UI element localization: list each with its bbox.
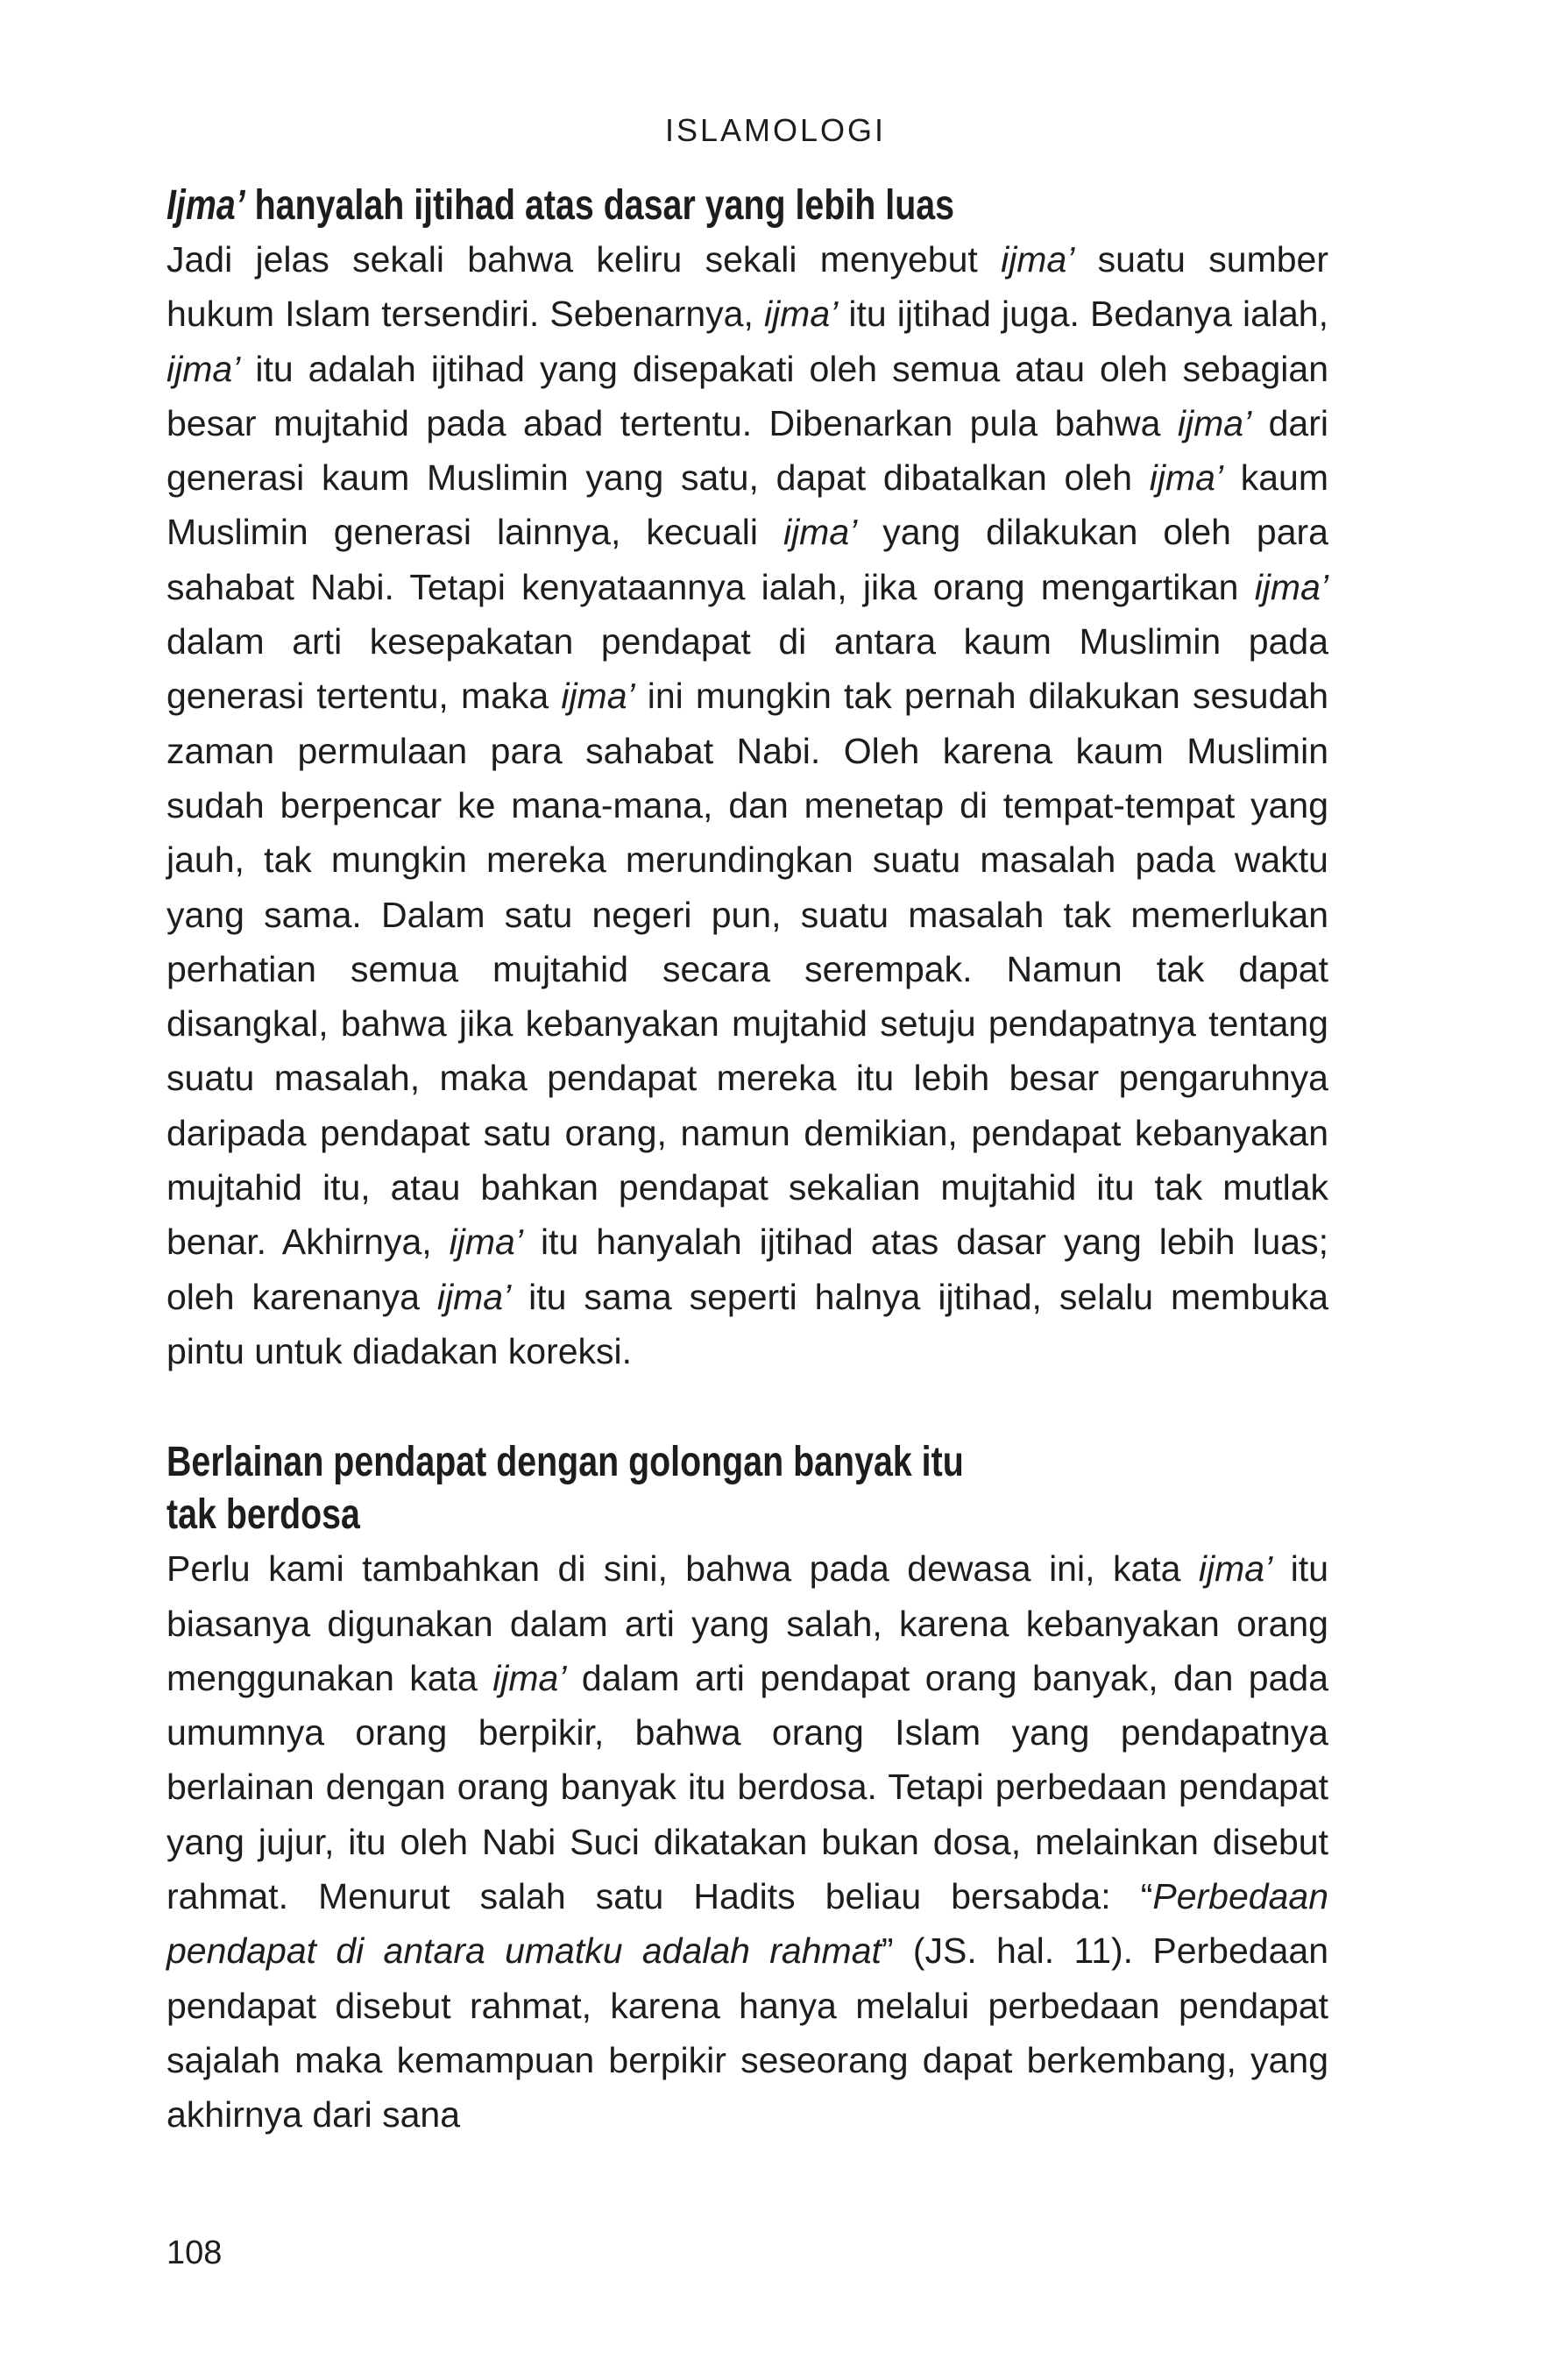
heading-italic-term: Ijma’ bbox=[166, 182, 245, 229]
page-body bbox=[166, 180, 1328, 2143]
section-berlainan-pendapat bbox=[166, 1436, 1328, 2142]
running-head: ISLAMOLOGI bbox=[664, 112, 887, 148]
section-heading bbox=[166, 1436, 1329, 1541]
body-paragraph: Jadi jelas sekali bahwa keliru sekali menyebut ijma’ suatu sumber hukum Islam tersendiri. Sebenarnya, ijma’ itu ijtihad juga. Bedanya ialah, ijma’ itu adalah ijtihad yang disepakati oleh semua atau oleh sebagian besar mujtahid pada abad tertentu. Dibenarkan pula bahwa ijma’ dari generasi kaum Muslimin yang satu, dapat dibatalkan oleh ijma’ kaum Muslimin generasi lainnya, kecuali ijma’ yang dilakukan oleh para sahabat Nabi. Tetapi kenyataannya ialah, jika orang mengartikan ijma’ dalam arti kesepakatan pendapat di antara kaum Muslimin pada generasi tertentu, maka ijma’ ini mungkin tak pernah dilakukan sesudah zaman permulaan para sahabat Nabi. Oleh karena kaum Muslimin sudah berpencar ke mana-mana, dan menetap di tempat-tempat yang jauh, tak mungkin mereka merundingkan suatu masalah pada waktu yang sama. Dalam satu negeri pun, suatu masalah tak memerlukan perhatian semua mujtahid secara serempak. Namun tak dapat disangkal, bahwa jika kebanyakan mujtahid setuju pendapatnya tentang suatu masalah, maka pendapat mereka itu lebih besar pengaruhnya daripada pendapat satu orang, namun demikian, pendapat kebanyakan mujtahid itu, atau bahkan pendapat sekalian mujtahid itu tak mutlak benar. Akhirnya, ijma’ itu hanyalah ijtihad atas dasar yang lebih luas; oleh karenanya ijma’ itu sama seperti halnya ijtihad, selalu membuka pintu untuk diadakan koreksi. bbox=[166, 239, 1328, 1371]
heading-line-2: tak berdosa bbox=[166, 1491, 360, 1539]
body-paragraph: Perlu kami tambahkan di sini, bahwa pada dewasa ini, kata ijma’ itu biasanya digunakan dalam arti yang salah, karena kebanyakan orang menggunakan kata ijma’ dalam arti pendapat orang banyak, dan pada umumnya orang berpikir, bahwa orang Islam yang pendapatnya berlainan dengan orang banyak itu berdosa. Tetapi perbedaan pendapat yang jujur, itu oleh Nabi Suci dikatakan bukan dosa, melainkan disebut rahmat. Menurut salah satu Hadits beliau bersabda: “Perbedaan pendapat di antara umatku adalah rahmat” (JS. hal. 11). Perbedaan pendapat disebut rahmat, karena hanya melalui perbedaan pendapat sajalah maka kemampuan berpikir seseorang dapat berkembang, yang akhirnya dari sana bbox=[166, 1548, 1329, 2136]
page-number: 108 bbox=[166, 2235, 223, 2271]
section-heading bbox=[166, 180, 1329, 232]
section-ijma-ijtihad bbox=[166, 180, 1328, 1378]
heading-line-1: Berlainan pendapat dengan golongan banyak itu bbox=[166, 1439, 964, 1486]
heading-text: hanyalah ijtihad atas dasar yang lebih luas bbox=[244, 182, 955, 229]
